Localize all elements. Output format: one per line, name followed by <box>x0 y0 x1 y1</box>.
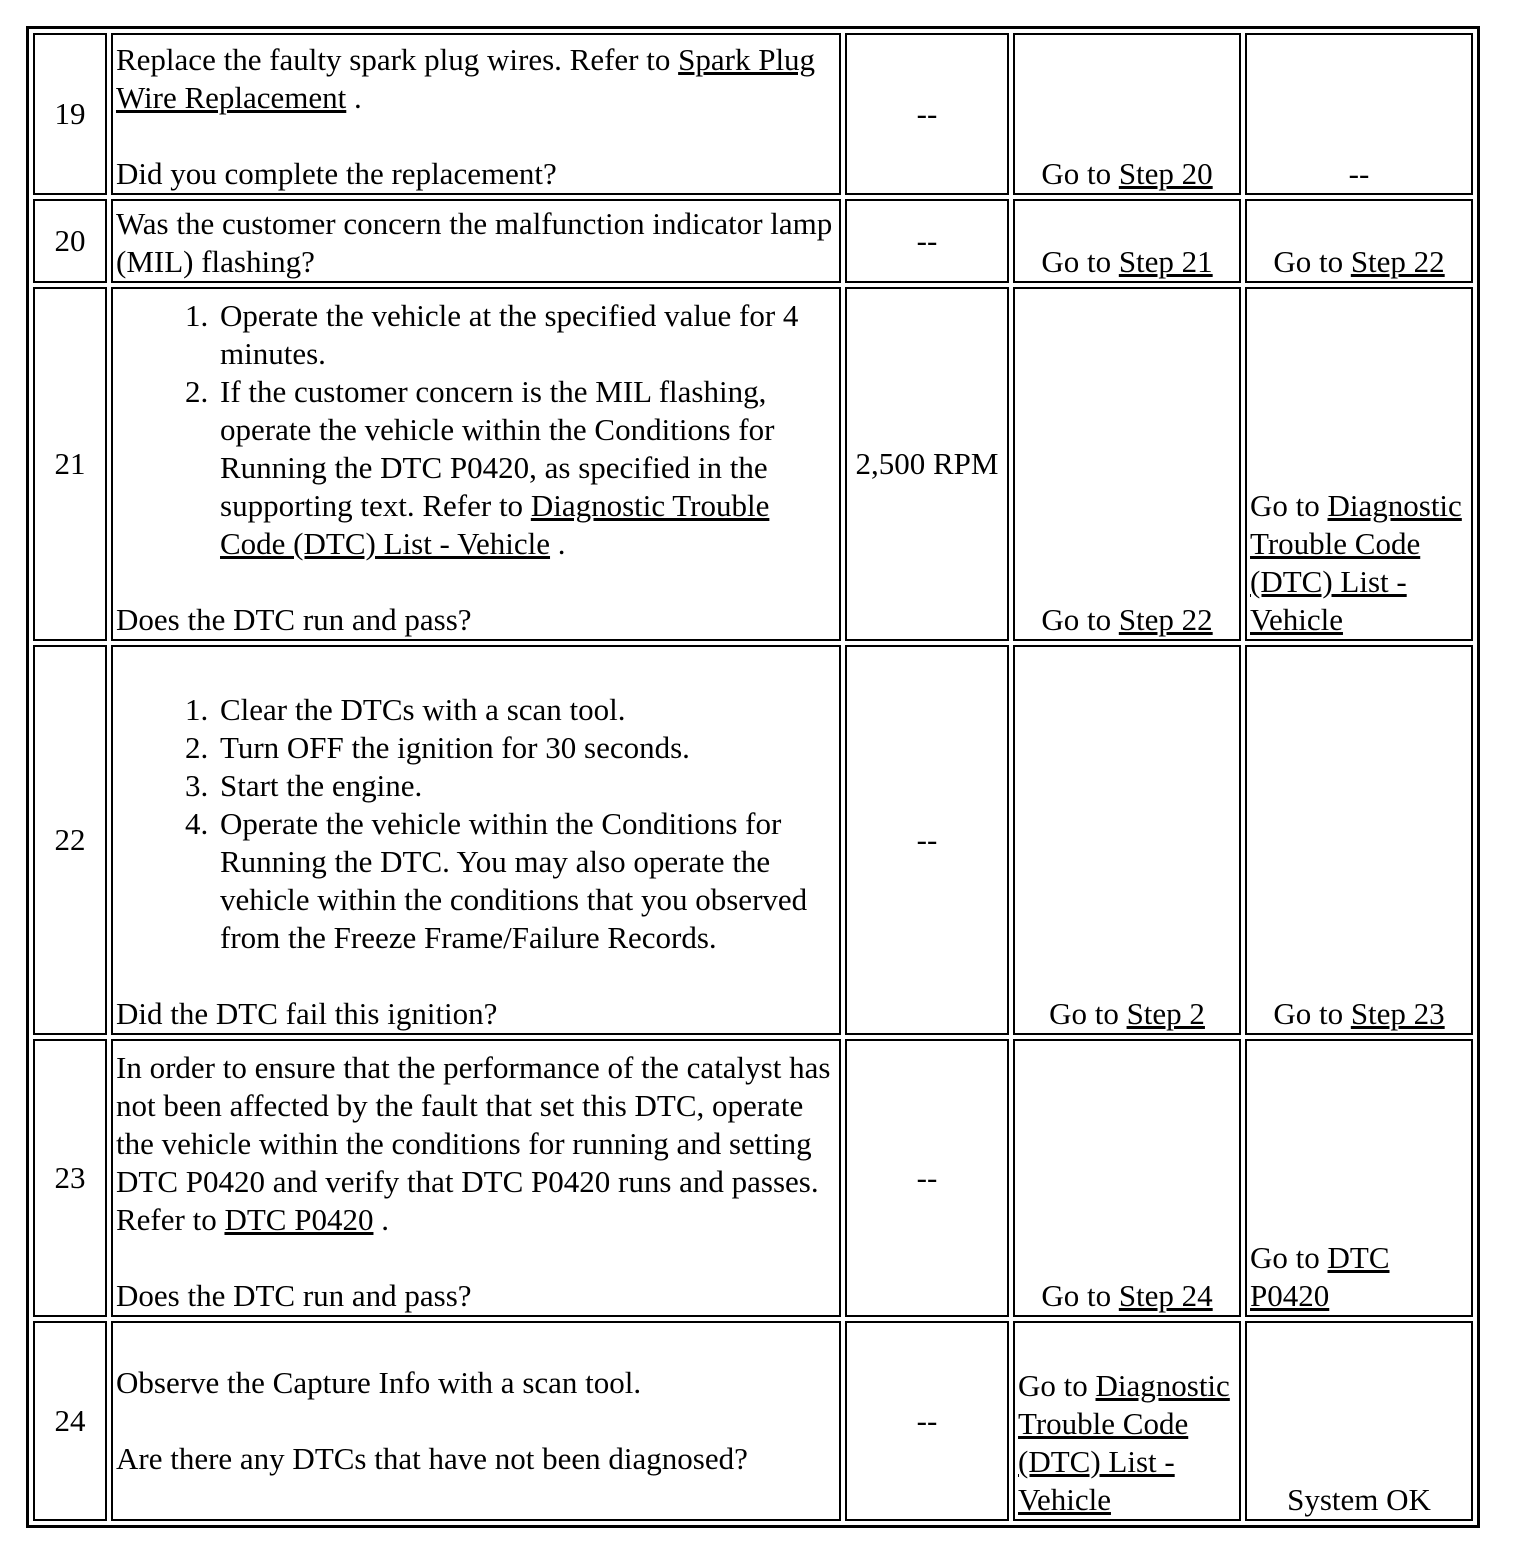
step-number: 23 <box>33 1039 107 1317</box>
go-to-step-2-link[interactable]: Step 2 <box>1126 996 1205 1031</box>
action-question: Does the DTC run and pass? <box>116 602 472 637</box>
step-number: 21 <box>33 287 107 641</box>
list-item <box>216 373 836 563</box>
action-text: Replace the faulty spark plug wires. Refer to <box>116 42 679 77</box>
no-prefix: Go to <box>1250 488 1328 523</box>
diagnostic-steps-table <box>26 26 1480 1528</box>
no-prefix: Go to <box>1250 1240 1328 1275</box>
dtc-p0420-link[interactable]: DTC P0420 <box>224 1202 374 1237</box>
list-item: 1. Clear the DTCs with a scan tool. <box>216 691 836 729</box>
go-to-step-22-link[interactable]: Step 22 <box>1118 602 1213 637</box>
go-to-step-21-link[interactable]: Step 21 <box>1118 244 1213 279</box>
step-action <box>111 1321 841 1521</box>
table-row-step-20 <box>33 199 1473 283</box>
table-row-step-19 <box>33 33 1473 195</box>
list-item: 2. Turn OFF the ignition for 30 seconds. <box>216 729 836 767</box>
yes-result <box>1013 1321 1241 1521</box>
dtc-list-vehicle-link[interactable]: Diagnostic Trouble Code (DTC) List - Vehicle <box>1250 488 1462 637</box>
yes-prefix: Go to <box>1018 1368 1096 1403</box>
step-value: -- <box>845 1321 1009 1521</box>
spark-plug-wire-replacement-link[interactable]: Spark Plug Wire Replacement <box>116 42 816 115</box>
action-question: Did the DTC fail this ignition? <box>116 996 498 1031</box>
yes-result <box>1013 199 1241 283</box>
step-number: 20 <box>33 199 107 283</box>
dtc-list-vehicle-link[interactable]: Diagnostic Trouble Code (DTC) List - Vehicle <box>220 488 770 561</box>
yes-prefix: Go to <box>1041 244 1119 279</box>
yes-prefix: Go to <box>1041 156 1119 191</box>
action-list <box>116 297 836 563</box>
step-action <box>111 645 841 1035</box>
yes-result <box>1013 645 1241 1035</box>
no-result <box>1245 1039 1473 1317</box>
action-question: Does the DTC run and pass? <box>116 1278 472 1313</box>
yes-prefix: Go to <box>1041 1278 1119 1313</box>
table-row-step-22 <box>33 645 1473 1035</box>
action-text-end: . <box>373 1202 389 1237</box>
yes-prefix: Go to <box>1049 996 1127 1031</box>
no-result <box>1245 645 1473 1035</box>
step-number: 22 <box>33 645 107 1035</box>
step-action <box>111 33 841 195</box>
table-row-step-21 <box>33 287 1473 641</box>
table-row-step-23 <box>33 1039 1473 1317</box>
step-action <box>111 287 841 641</box>
step-value: -- <box>845 645 1009 1035</box>
list-item: 4. Operate the vehicle within the Conditions for Running the DTC. You may also operate the vehicle within the conditions that you observed from the Freeze Frame/Failure Records. <box>216 805 836 957</box>
go-to-step-22-link[interactable]: Step 22 <box>1350 244 1445 279</box>
action-text: Observe the Capture Info with a scan tool. <box>116 1365 642 1400</box>
yes-prefix: Go to <box>1041 602 1119 637</box>
action-text-end: . <box>346 80 362 115</box>
no-result: System OK <box>1245 1321 1473 1521</box>
no-result <box>1245 287 1473 641</box>
go-to-step-20-link[interactable]: Step 20 <box>1118 156 1213 191</box>
step-number: 19 <box>33 33 107 195</box>
no-prefix: Go to <box>1273 244 1351 279</box>
step-number: 24 <box>33 1321 107 1521</box>
action-text: In order to ensure that the performance of the catalyst has not been affected by the fault that set this DTC, operate the vehicle within the conditions for running and setting DTC P0420 and verify that DTC P0420 runs and passes. Refer to <box>116 1050 831 1237</box>
dtc-list-vehicle-link[interactable]: Diagnostic Trouble Code (DTC) List - Vehicle <box>1018 1368 1230 1517</box>
step-value: 2,500 RPM <box>845 287 1009 641</box>
list-item: 1. Operate the vehicle at the specified value for 4 minutes. <box>216 297 836 373</box>
list-item-text-end: . <box>550 526 566 561</box>
action-list <box>116 691 836 957</box>
yes-result <box>1013 33 1241 195</box>
table-row-step-24 <box>33 1321 1473 1521</box>
no-prefix: Go to <box>1273 996 1351 1031</box>
action-question: Was the customer concern the malfunction indicator lamp (MIL) flashing? <box>116 206 833 279</box>
go-to-step-23-link[interactable]: Step 23 <box>1350 996 1445 1031</box>
list-item-text: If the customer concern is the MIL flashing, operate the vehicle within the Conditions for Running the DTC P0420, as specified in the supporting text. Refer to <box>220 374 775 523</box>
go-to-step-24-link[interactable]: Step 24 <box>1118 1278 1213 1313</box>
no-result <box>1245 199 1473 283</box>
dtc-p0420-link[interactable]: DTC P0420 <box>1250 1240 1390 1313</box>
yes-result <box>1013 1039 1241 1317</box>
no-result: -- <box>1245 33 1473 195</box>
list-item: 3. Start the engine. <box>216 767 836 805</box>
step-action <box>111 1039 841 1317</box>
step-value: -- <box>845 199 1009 283</box>
yes-result <box>1013 287 1241 641</box>
step-action <box>111 199 841 283</box>
step-value: -- <box>845 1039 1009 1317</box>
step-value: -- <box>845 33 1009 195</box>
action-question: Are there any DTCs that have not been diagnosed? <box>116 1441 748 1476</box>
action-question: Did you complete the replacement? <box>116 156 557 191</box>
